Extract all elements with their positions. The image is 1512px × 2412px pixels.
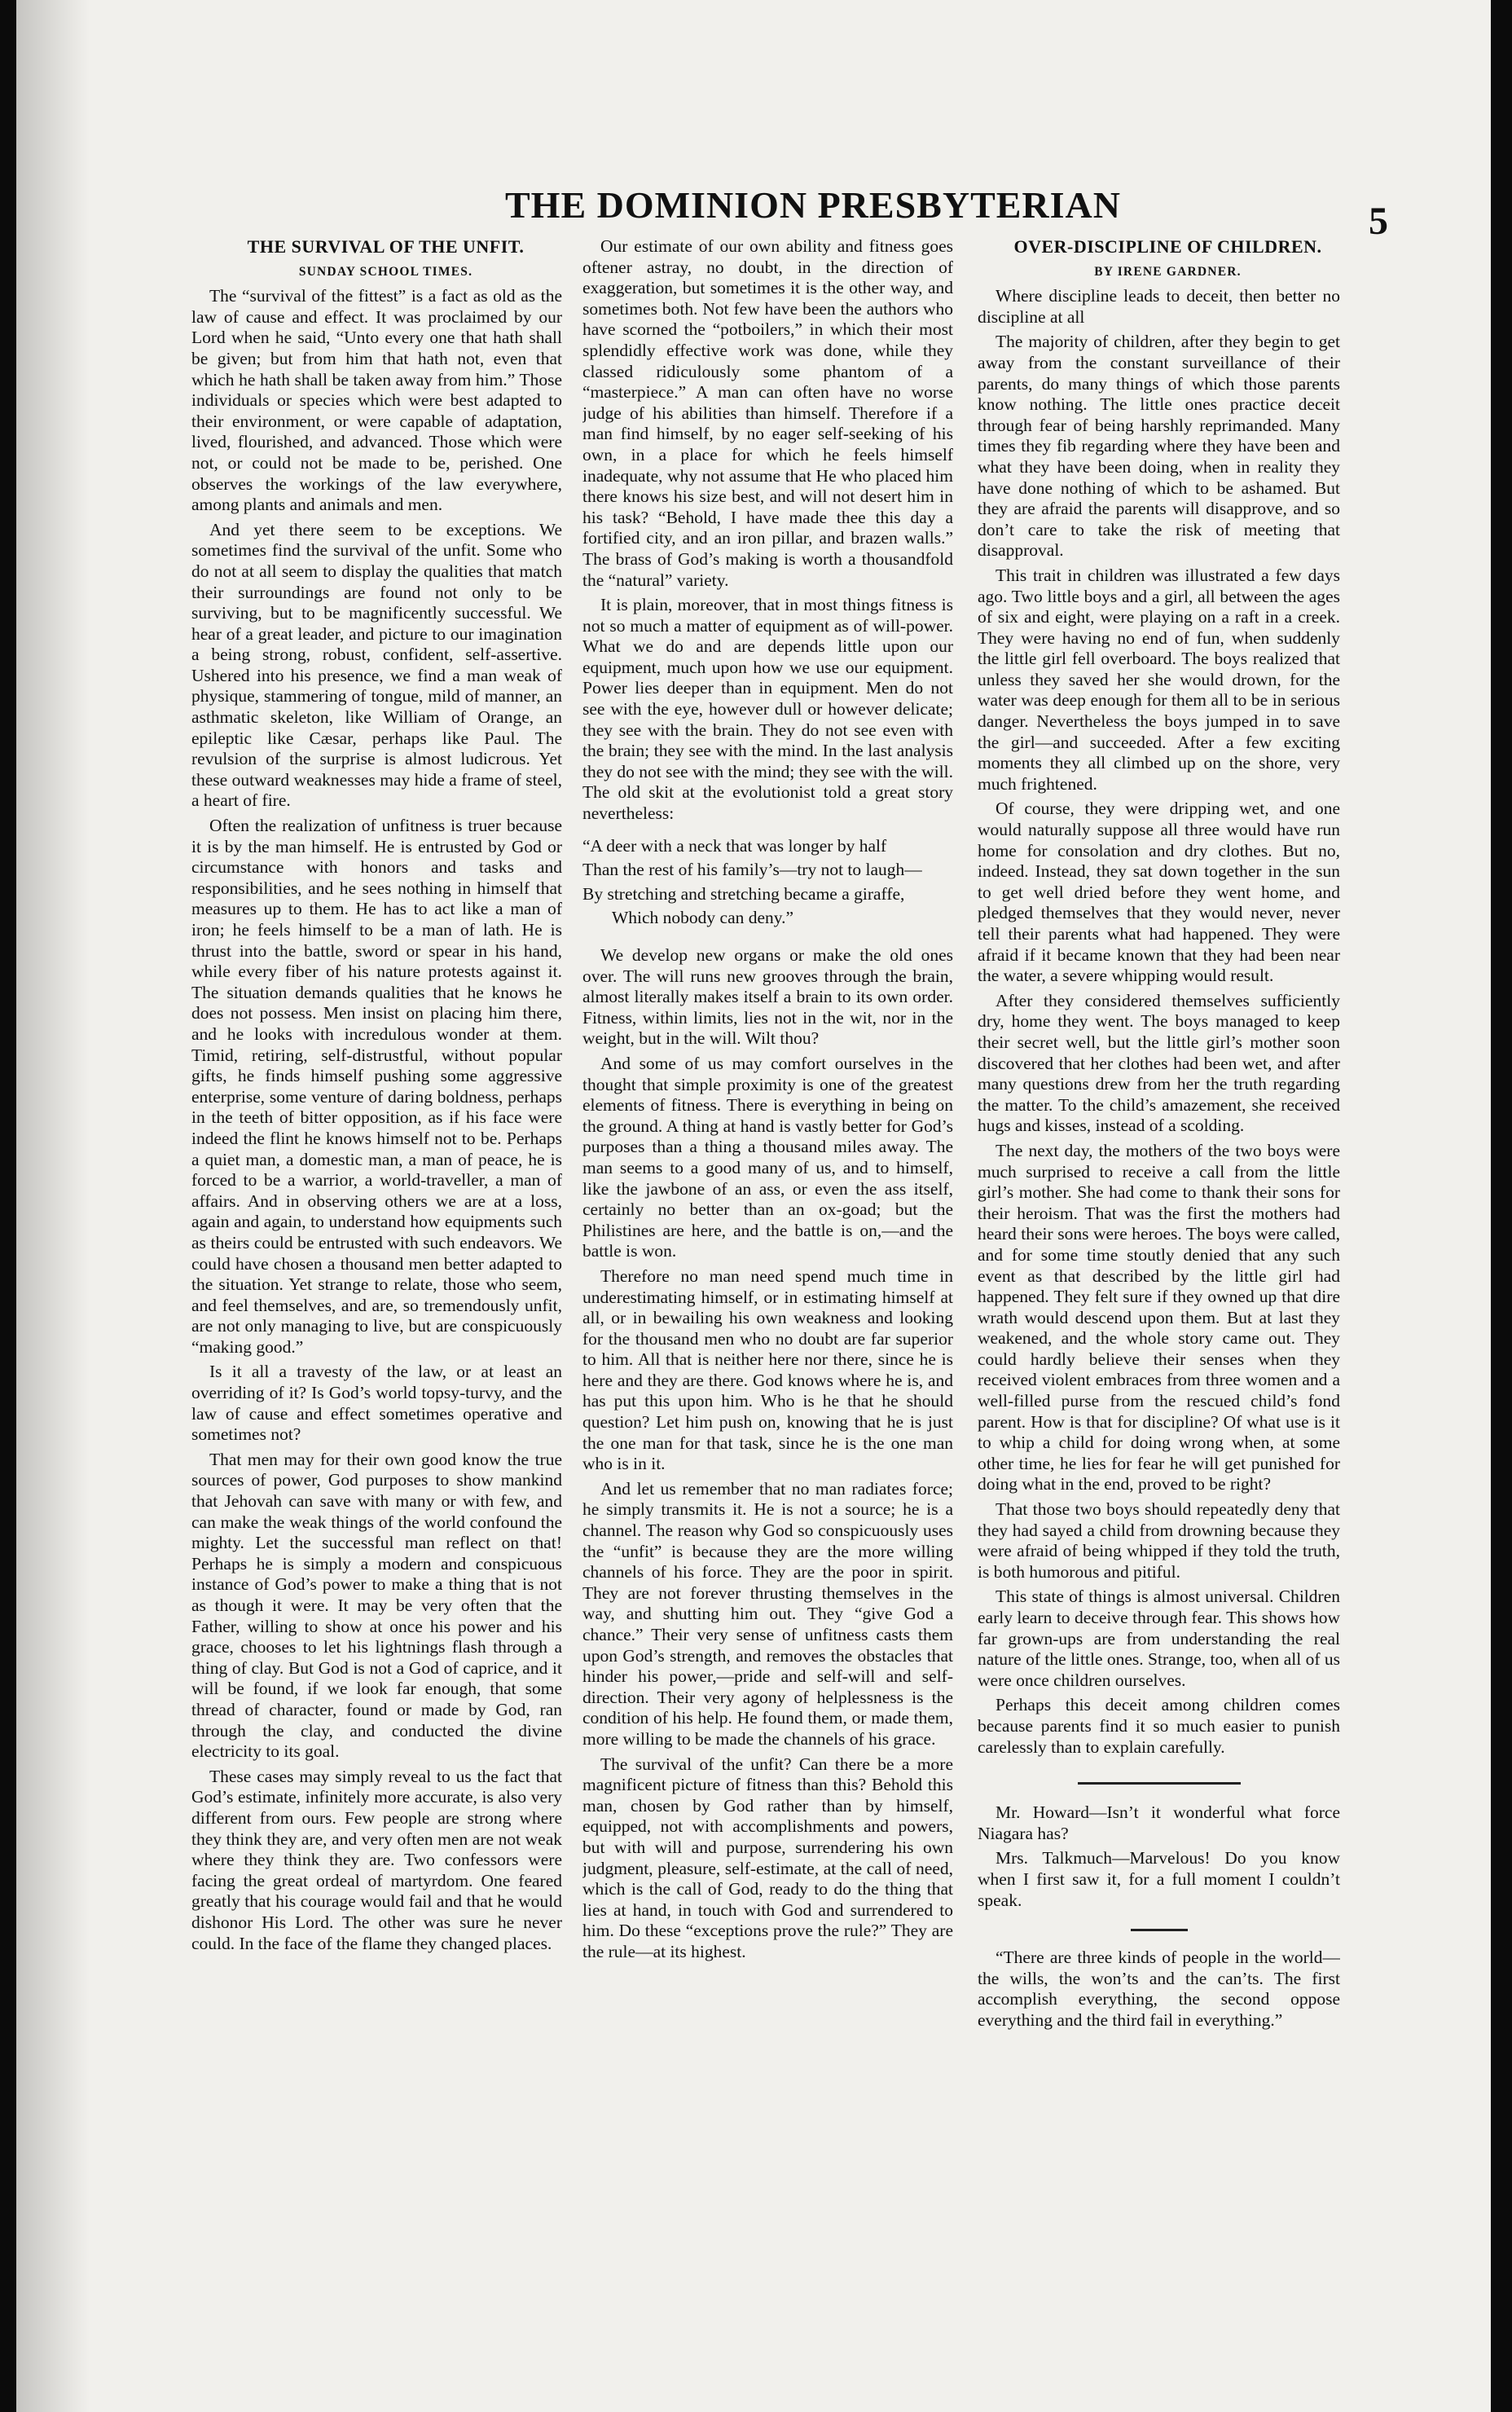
verse-line: By stretching and stretching became a giraffe,: [582, 883, 905, 904]
dialogue-line: Mrs. Talkmuch—Marvelous! Do you know when I first saw it, for a full moment I couldn’t speak.: [978, 1848, 1340, 1910]
paragraph: And some of us may comfort ourselves in the thought that simple proximity is one of the greatest elements of fitness. There is everything in being on the ground. A thing at hand is vastly better for God’s purposes than a thing a thousand miles away. The man seems to a good many of us, and to himself, like the jawbone of an ass, or even the ass itself, certainly no better than an ox-goad; but the Philistines are here, and the battle is on,—and the battle is won.: [582, 1053, 953, 1261]
paragraph: That men may for their own good know the true sources of power, God purposes to show mankind that Jehovah can save with many or with few, and can make the weak things of the world confound the mighty. Let the successful man reflect on that! Perhaps he is simply a modern and conspicuous instance of God’s power to make a thing that is not as though it were. It may be very often that the Father, willing to show at once his power and his grace, chooses to let his lightnings flash through a thing of clay. But God is not a God of caprice, and it will be found, if we look far enough, that some thread of character, found or made by God, ran through the clay, and conducted the divine electricity to its goal.: [191, 1449, 562, 1762]
closing-quote: “There are three kinds of people in the world—the wills, the won’ts and the can’ts. The first accomplish everything, the second oppose everything and the third fail in everything.”: [978, 1948, 1340, 2030]
article-source: SUNDAY SCHOOL TIMES.: [298, 264, 473, 279]
column-2: [582, 236, 953, 2306]
article-headline-discipline: OVER-DISCIPLINE OF CHILDREN.: [1013, 236, 1322, 257]
page-number: 5: [1369, 200, 1388, 243]
paragraph: That those two boys should repeatedly deny that they had sayed a child from drowning because they were afraid of being whipped if they told the truth, is both humorous and pitiful.: [978, 1499, 1340, 1582]
newspaper-page: [16, 0, 1491, 2412]
dialogue-line: Mr. Howard—Isn’t it wonderful what force Niagara has?: [978, 1802, 1340, 1843]
paragraph: Our estimate of our own ability and fitness goes oftener astray, no doubt, in the direction of exaggeration, but sometimes it is the other way, and sometimes both. Not few have been the authors who have scorned the “potboilers,” in which their most splendidly effective work was done, while they classed ridiculously some phantom of a “masterpiece.” A man can often have no worse judge of his abilities than himself. Therefore if a man find himself, by no eager self-seeking of his own, in a place for which he feels himself inadequate, why not assume that He who placed him there knows his size best, and will not desert him in his task? “Behold, I have made thee this day a fortified city, and an iron pillar, and brazen walls.” The brass of God’s making is worth a thousandfold the “natural” variety.: [582, 236, 953, 590]
paragraph: The survival of the unfit? Can there be a more magnificent picture of fitness than this? Behold this man, chosen by God rather than by himself, equipped, not with accomplishments and powers, but with will and purpose, surrendering his own judgment, pleasure, self-estimate, at the call of need, which is the call of God, ready to do the thing that lies at hand, in touch with God and surrendered to him. Do these “exceptions prove the rule?” They are the rule—at its highest.: [582, 1754, 953, 1961]
paragraph: These cases may simply reveal to us the fact that God’s estimate, infinitely more accurate, is also very different from ours. Few people are strong where they think they are, and very often men are not weak where they think they are. Two confessors were facing the great ordeal of martyrdom. One feared greatly that his courage would fail and that he would dishonor His Lord. The other was sure he never could. In the face of the flame they changed places.: [191, 1766, 562, 1953]
paragraph: We develop new organs or make the old ones over. The will runs new grooves through the brain, almost literally makes itself a brain to its own order. Fitness, within limits, lies not in the wit, nor in the weight, but in the will. Wilt thou?: [582, 945, 953, 1049]
article-byline: BY IRENE GARDNER.: [1094, 264, 1242, 279]
verse-line: Than the rest of his family’s—try not to laugh—: [582, 860, 922, 880]
paragraph: It is plain, moreover, that in most things fitness is not so much a matter of equipment as of will-power. What we do and are depends little upon our equipment, much upon how we use our equipment. Power lies deeper than in equipment. Men do not see with the eye, however dull or however delicate; they see with the brain. They do not see even with the brain; they see with the mind. In the last analysis they do not see with the mind; they see with the will. The old skit at the evolutionist told a great story nevertheless:: [582, 595, 953, 824]
column-1: [191, 236, 562, 2306]
column-3: [978, 236, 1340, 2306]
paragraph: Perhaps this deceit among children comes because parents find it so much easier to punish carelessly than to explain carefully.: [978, 1695, 1340, 1757]
paragraph: This state of things is almost universal. Children early learn to deceive through fear. This shows how far grown-ups are from understanding the real nature of the little ones. Strange, too, when all of us were once children ourselves.: [978, 1587, 1340, 1690]
paragraph: Therefore no man need spend much time in underestimating himself, or in estimating himself at all, or in bewailing his own weakness and looking for the thousand men who no doubt are far superior to him. All that is neither here nor there, since he is here and they are there. God knows where he is, and has put this upon him. Who is he that he should question? Let him push on, knowing that he is just the one man for that task, since he is the one man who is in it.: [582, 1265, 953, 1474]
paragraph: This trait in children was illustrated a few days ago. Two little boys and a girl, all between the ages of six and eight, were playing on a raft in a creek. They were having no end of fun, when suddenly the little girl fell overboard. The boys realized that unless they saved her she would drown, for the water was deep enough for them all to be in serious danger. Nevertheless the boys jumped in to save the girl—and succeeded. After a few exciting moments they all climbed up on the shore, very much frightened.: [978, 565, 1340, 794]
paragraph: And yet there seem to be exceptions. We sometimes find the survival of the unfit. Some who do not at all seem to display the qualities that match their surroundings are found not only to be surviving, but to be magnificently successful. We hear of a great leader, and picture to our imagination a being strong, robust, confident, self-assertive. Ushered into his presence, we find a man weak of physique, stammering of tongue, mild of manner, an asthmatic skeleton, like William of Orange, an epileptic like Cæsar, perhaps like Paul. The revulsion of the surprise is almost ludicrous. Yet these outward weaknesses may hide a frame of steel, a heart of fire.: [191, 519, 562, 811]
paragraph: The next day, the mothers of the two boys were much surprised to receive a call from the little girl’s mother. She had come to thank their sons for their heroism. That was the first the mothers had heard their sons were heroes. The boys were called, and for some time stoutly denied that any such event as that described by the little girl had happened. They felt sure if they owned up that dire wrath would descend upon them. But at last they weakened, and the whole story came out. They could hardly believe their senses when they received violent embraces from three women and a well-filled purse from the rescued child’s fond parent. How is that for discipline? Of what use is it to whip a child for doing wrong when, at some other time, he lies for fear he will get punished for doing what in the end, proved to be right?: [978, 1140, 1340, 1494]
paragraph: And let us remember that no man radiates force; he simply transmits it. He is not a source; he is a channel. The reason why God so conspicuously uses the “unfit” is because they are the more willing channels of his force. They are the poor in spirit. They are not forever thrusting themselves in the way, and shutting him out. They “give God a chance.” Their very sense of unfitness casts them upon God’s strength, and removes the obstacles that hinder his power,—pride and self-will and self-direction. Their very agony of helplessness is the condition of his help. He found them, or made them, more willing to be made the channels of his grace.: [582, 1478, 953, 1749]
paragraph: Is it all a travesty of the law, or at least an overriding of it? Is God’s world topsy-turvy, and the law of cause and effect sometimes operative and sometimes not?: [191, 1362, 562, 1445]
binding-shadow: [16, 0, 90, 2412]
paragraph: Of course, they were dripping wet, and one would naturally suppose all three would have run home for consolation and dry clothes. But no, indeed. Instead, they sat down together in the sun to get well dried before they went home, and pledged themselves that they would never, never tell their parents what had happened. They were afraid if it became known that they had been near the water, a severe whipping would result.: [978, 799, 1340, 986]
paragraph: The majority of children, after they begin to get away from the constant surveillance of their parents, do many things of which those parents know nothing. The little ones practice deceit through fear of being harshly reprimanded. Many times they fib regarding where they have been and what they have been doing, when in reality they have done nothing of which to be ashamed. But they are afraid the parents will disapprove, and so don’t care to take the risk of meeting that disapproval.: [978, 332, 1340, 561]
divider-rule: [1131, 1929, 1188, 1931]
article-headline-survival: THE SURVIVAL OF THE UNFIT.: [247, 236, 525, 257]
masthead: THE DOMINION PRESBYTERIAN: [505, 184, 1121, 226]
divider-rule: [1078, 1782, 1241, 1785]
paragraph: Where discipline leads to deceit, then better no discipline at all: [978, 286, 1340, 327]
paragraph: The “survival of the fittest” is a fact as old as the law of cause and effect. It was proclaimed by our Lord when he said, “Unto every one that hath shall be given; but from him that hath not, even that which he hath shall be taken away from him.” Those individuals or species which were best adapted to their environment, or were capable of adaptation, lived, flourished, and advanced. Those which were not, or could not be made to be, perished. One observes the workings of the law everywhere, among plants and animals and men.: [191, 286, 562, 515]
verse-line: “A deer with a neck that was longer by half: [582, 835, 887, 856]
verse-line: Which nobody can deny.”: [612, 908, 794, 928]
paragraph: Often the realization of unfitness is truer because it is by the man himself. He is entrusted by God or circumstance with honors and tasks and responsibilities, and he sees nothing in himself that measures up to them. He has to act like a man of iron; he feels himself to be a man of lath. He is thrust into the battle, sword or spear in his hand, while every fiber of his nature protests against it. The situation demands qualities that he knows he does not possess. Men insist on placing him there, and he looks with incredulous wonder at them. Timid, retiring, self-distrustful, without popular gifts, he finds himself pushing some aggressive enterprise, some venture of daring boldness, perhaps in the teeth of bitter opposition, as if his face were indeed the flint he knows himself not to be. Perhaps a quiet man, a domestic man, a man of peace, he is forced to be a warrior, a world-traveller, a man of affairs. And in observing others we are at a loss, again and again, to understand how equipments such as theirs could be entrusted with such endeavors. We could have chosen a thousand men better adapted to the situation. Yet strange to relate, those who seem, and feel themselves, and are, so tremendously unfit, are not only managing to live, but are conspicuously “making good.”: [191, 816, 562, 1357]
paragraph: After they considered themselves sufficiently dry, home they went. The boys managed to keep their secret well, but the little girl’s mother soon discovered that her clothes had been wet, and after many questions drew from her the truth regarding the matter. To the child’s amazement, she received hugs and kisses, instead of a scolding.: [978, 990, 1340, 1136]
